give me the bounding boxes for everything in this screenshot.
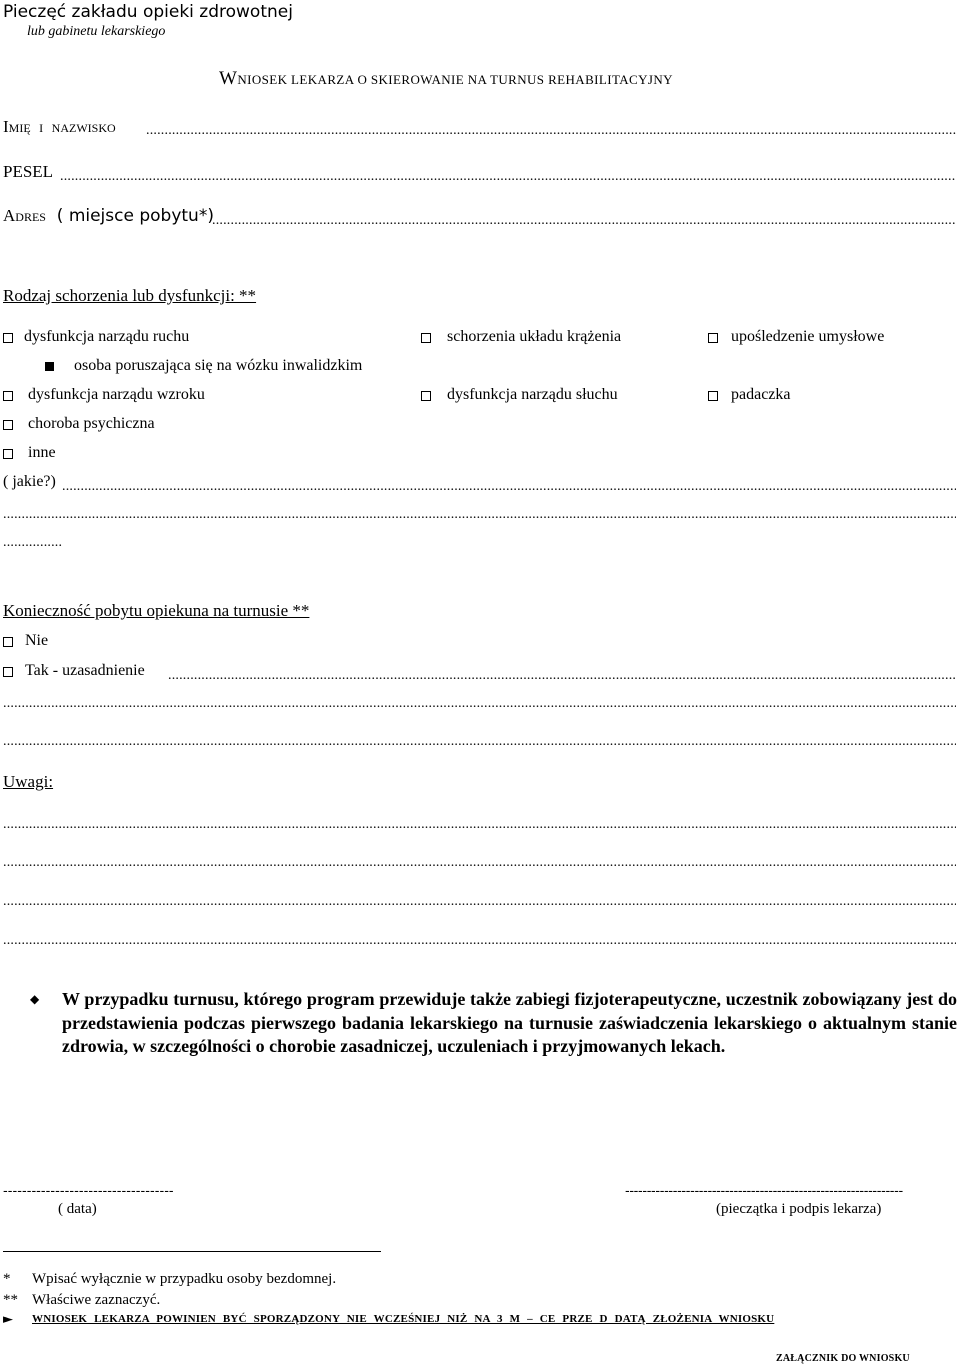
footnote-2-text: Właściwe zaznaczyć. [32,1292,161,1308]
caregiver-no-label: Nie [25,632,49,649]
notice-text: W przypadku turnusu, którego program przewiduje także zabiegi fizjoterapeutyczne, uczestnik zobowiązany jest do przedstawienia podczas pierwszego badania lekarskiego na turnusie zaświadczenia lekarskiego o aktualnym stanie zdrowia, w szczególności o chorobie zasadniczej, uczuleniach i przyjmowanych lekach. [62,989,957,1056]
caregiver-yes-label: Tak - uzasadnienie [25,662,145,679]
name-label-initial: I [3,117,9,136]
option-label: osoba poruszająca się na wózku inwalidzkim [74,357,363,374]
other-input-line-1[interactable] [62,480,956,494]
caregiver-heading: Konieczność pobytu opiekuna na turnusie ** [3,601,310,620]
doctor-signature-label: (pieczątka i podpis lekarza) [716,1201,882,1217]
doctor-signature-line[interactable]: ---------------------------------------------------------------- [625,1184,903,1199]
footnote-2-mark: ** [3,1292,18,1308]
footnote-3-text: WNIOSEK LEKARZA POWINIEN BYĆ SPORZĄDZONY NIE WCZEŚNIEJ NIŻ NA 3 M – CE PRZE D DATĄ ZŁOŻENIA WNIOSKU [32,1313,775,1325]
checkbox-caregiver-yes[interactable] [3,667,13,677]
address-label-rest: DRES [15,210,46,224]
name-label [3,117,116,137]
stamp-subtitle: lub gabinetu lekarskiego [27,24,166,39]
checkbox-caregiver-no[interactable] [3,637,13,647]
address-label [3,206,214,226]
name-input-line[interactable] [146,124,956,138]
footnote-1-mark: * [3,1271,11,1287]
address-label-initial: A [3,206,16,225]
attachment-label: ZAŁĄCZNIK DO WNIOSKU [776,1353,910,1364]
checkbox-sluchu[interactable] [421,391,431,401]
date-signature-line[interactable]: ------------------------------------ [3,1184,174,1199]
other-input-line-3[interactable] [3,536,63,550]
checkbox-choroba-psychiczna[interactable] [3,420,13,430]
checkbox-wzroku[interactable] [3,391,13,401]
address-note: ( miejsce pobytu*) [56,206,214,226]
arrow-right-icon: ► [3,1312,13,1327]
remarks-heading: Uwagi: [3,772,54,791]
remarks-line-2[interactable] [3,856,956,870]
name-label-and: I [39,121,44,135]
option-label: padaczka [731,386,791,403]
other-input-line-2[interactable] [3,508,956,522]
checkbox-padaczka[interactable] [708,391,718,401]
caregiver-justification-line-1[interactable] [168,669,956,683]
caregiver-justification-line-3[interactable] [3,735,956,749]
footnote-separator [3,1251,381,1252]
name-label-surname: NAZWISKO [51,121,116,135]
checkbox-inne[interactable] [3,449,13,459]
option-label: inne [28,444,56,461]
form-title [219,68,673,90]
form-title-rest: NIOSEK LEKARZA O SKIEROWANIE NA TURNUS REHABILITACYJNY [237,72,673,87]
footnote-1-text: Wpisać wyłącznie w przypadku osoby bezdomnej. [32,1271,337,1287]
option-label: upośledzenie umysłowe [731,328,885,345]
remarks-line-4[interactable] [3,934,956,948]
option-label: dysfunkcja narządu wzroku [28,386,205,403]
option-label: dysfunkcja narządu słuchu [447,386,618,403]
pesel-label: PESEL [3,162,54,181]
option-label: dysfunkcja narządu ruchu [24,328,190,345]
remarks-line-1[interactable] [3,818,956,832]
form-title-initial: W [219,68,238,89]
disorders-heading: Rodzaj schorzenia lub dysfunkcji: ** [3,286,257,305]
diamond-bullet-icon: ◆ [30,992,40,1006]
option-label: choroba psychiczna [28,415,155,432]
other-label: ( jakie?) [3,473,56,490]
date-label: ( data) [58,1201,97,1217]
caregiver-justification-line-2[interactable] [3,697,956,711]
option-label: schorzenia układu krążenia [447,328,622,345]
checkbox-wozek-checked[interactable] [45,362,54,371]
remarks-line-3[interactable] [3,895,956,909]
address-input-line[interactable] [212,214,956,228]
checkbox-dysfunkcja-ruchu[interactable] [3,333,13,343]
stamp-title: Pieczęć zakładu opieki zdrowotnej [3,2,293,22]
name-label-rest: MIĘ [8,121,31,135]
pesel-input-line[interactable] [60,170,956,184]
checkbox-uposledzenie[interactable] [708,333,718,343]
checkbox-uklad-krazenia[interactable] [421,333,431,343]
